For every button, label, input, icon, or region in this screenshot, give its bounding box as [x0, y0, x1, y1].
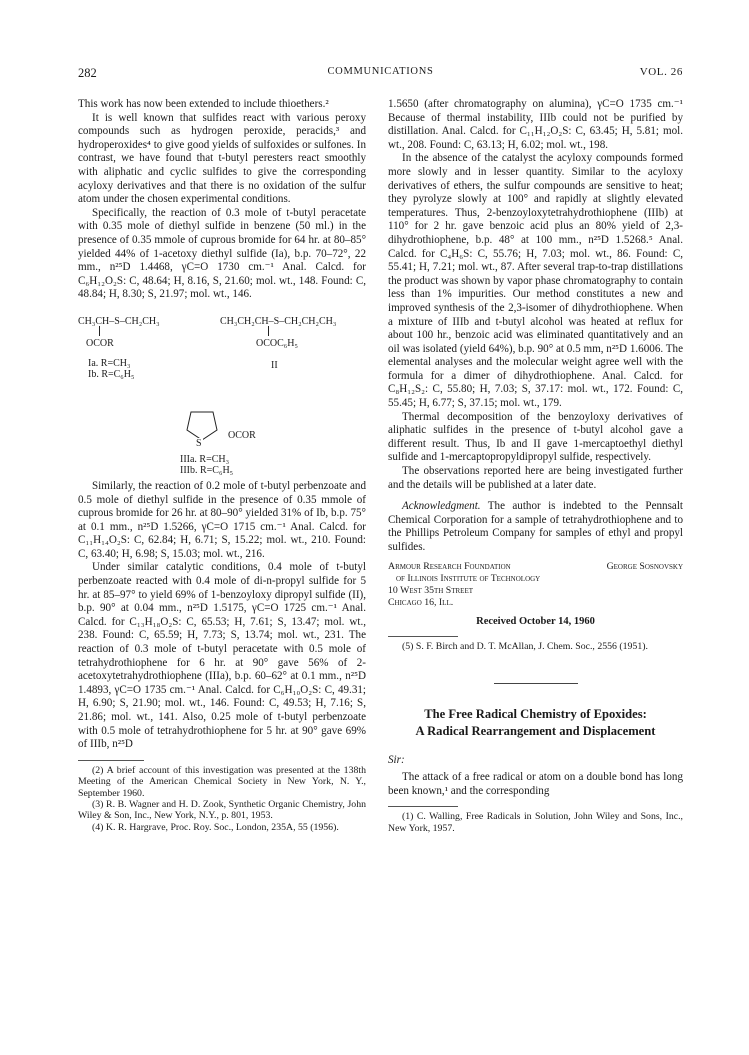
label-ii: II: [271, 359, 278, 371]
received-date: Received October 14, 1960: [476, 615, 595, 627]
article-title-line-2: A Radical Rearrangement and Displacement: [415, 723, 656, 738]
paragraph: The observations reported here are being investigated further and the details will be published at a later date.: [388, 465, 683, 491]
affiliation-city: Chicago 16, Ill.: [388, 596, 454, 608]
paragraph: Thermal decomposition of the benzoyloxy derivatives of aliphatic sulfides in the presence of t-butyl alcohol gave a different result. Thus, Ib and II gave 1-mercaptoethyl diethyl sulfide and 1-mercaptopropyldipropyl sulfide, respectively.: [388, 410, 683, 464]
structure-i-formula: CH₃CH–S–CH₂CH₃: [78, 315, 160, 327]
article-separator: [494, 683, 578, 684]
author-name: George Sosnovsky: [606, 560, 683, 572]
footnote-rule: [78, 760, 144, 761]
paragraph: Similarly, the reaction of 0.2 mole of t-butyl perbenzoate and 0.5 mole of diethyl sulfide in the presence of 0.35 mmole of cuprous bromide for 26 hr. at 80–90° yielded 31% of Ib, b.p. 75° at 0.1 mm., n²⁵D 1.5266, γC=O 1715 cm.⁻¹ Anal. Calcd. for C₁₁H₁₄O₂S: C, 62.84; H, 6.71; S, 15.22; mol. wt., 210. Found: C, 63.40; H, 6.98; S, 15.03; mol. wt., 216.: [78, 479, 366, 560]
salutation: Sir:: [388, 753, 405, 766]
footnote-5: (5) S. F. Birch and D. T. McAllan, J. Chem. Soc., 2556 (1951).: [402, 641, 648, 653]
paragraph: The attack of a free radical or atom on a double bond has long been known,¹ and the corresponding: [388, 771, 683, 797]
paragraph: 1.5650 (after chromatography on alumina), γC=O 1735 cm.⁻¹ Because of thermal instability, IIIb could not be purified by distillation. Anal. Calcd. for C₁₁H₁₂O₂S: C, 63.45; H, 5.81; mol. wt., 208. Found: C, 63.13; H, 6.02; mol. wt., 198.: [388, 98, 683, 151]
page-number: 282: [78, 66, 97, 80]
right-column: [388, 98, 683, 834]
volume-label: VOL. 26: [639, 66, 683, 78]
bond-line: [268, 326, 269, 336]
affiliation-street: 10 West 35th Street: [388, 584, 474, 596]
footnote-rule: [388, 806, 458, 807]
acknowledgment-label: Acknowledgment.: [402, 500, 481, 513]
ring-sulfur: S: [196, 437, 202, 449]
footnote-4: (4) K. R. Hargrave, Proc. Roy. Soc., London, 235A, 55 (1956).: [92, 821, 339, 833]
acknowledgment: [388, 500, 683, 554]
structure-ii-substituent: OCOC₆H₅: [256, 337, 298, 349]
acknowledgment-text: The author is indebted to the Pennsalt Chemical Corporation for a sample of tetrahydrothiophene and to the Phillips Petroleum Company for samples of ethyl and propyl sulfides.: [388, 500, 683, 553]
paragraph: This work has now been extended to include thioethers.²: [78, 98, 329, 110]
label-ia: Ia. R=CH₃: [88, 357, 131, 369]
footnote-3: (3) R. B. Wagner and H. D. Zook, Synthetic Organic Chemistry, John Wiley & Son, Inc., New York, N.Y., p. 801, 1953.: [78, 799, 366, 822]
bond-line: [99, 326, 100, 336]
label-iiia: IIIa. R=CH₃: [180, 453, 230, 465]
author-affiliation: [388, 561, 683, 609]
footnote-1: (1) C. Walling, Free Radicals in Solution, John Wiley and Sons, Inc., New York, 1957.: [388, 811, 683, 834]
left-column: [78, 98, 366, 833]
paragraph: Specifically, the reaction of 0.3 mole of t-butyl peracetate with 0.35 mole of diethyl sulfide in benzene (50 ml.) in the presence of 0.35 mmole of cuprous bromide for 64 hr. at 80–85° yielded 44% of 1-acetoxy diethyl sulfide (Ia), b.p. 70–72°, 22 mm., n²⁵D 1.4468, γC=O 1730 cm.⁻¹ Anal. Calcd. for C₆H₁₂O₂S: C, 48.64; H, 8.16, S, 21.60; mol. wt., 148. Found: C, 48.84; H, 8.30; S, 21.97; mol. wt., 146.: [78, 206, 366, 301]
paragraph: It is well known that sulfides react with various peroxy compounds such as hydrogen peroxide, peracids,³ and hydroperoxides⁴ to give good yields of sulfoxides or sulfones. In contrast, we have found that t-butyl peresters react smoothly with aliphatic and cyclic sulfides to give the corresponding acyloxy derivatives and that there is no oxidation of the sulfur atom under the chosen experimental conditions.: [78, 111, 366, 206]
structure-ii-formula: CH₃CH₂CH–S–CH₂CH₂CH₃: [220, 315, 337, 327]
section-title: COMMUNICATIONS: [327, 66, 434, 77]
paragraph: In the absence of the catalyst the acyloxy compounds formed more slowly and in lesser quantity. Similar to the acyloxy derivatives of ethers, the sulfur compounds are sensitive to heat; they pyrolyze slowly at 100° and rapidly at slightly elevated temperatures. Thus, 2-benzoyloxytetrahydrothiophene (IIIb) at 110° for 2 hr. gave benzoic acid plus an 80% yield of 2,3-dihydrothiophene, b.p. 48° at 100 mm., n²⁵D 1.5268.⁵ Anal. Calcd. for C₄H₆S: C, 55.76; H, 7.03; mol. wt., 86. Found: C, 55.41; H, 7.21; mol. wt., 87. After several trap-to-trap distillations the product was shown by vapor phase chromatography to contain less than 1% impurities. Our method constitutes a new and improved synthesis of the 2,3-isomer of dihydrothiophene. When a mixture of IIIb and t-butyl alcohol was heated at reflux for about 100 hr., benzoic acid was eliminated quantitatively and an oil was isolated (yield 64%), b.p. 90° at 0.5 mm, n²⁵D 1.6006. The elemental analyses and the molecular weight agree well with the formula for a dimer of dihydrothiophene. Anal. Calcd. for C₈H₁₂S₂: C, 55.80; H, 7.03; S, 37.17: mol. wt., 172. Found: C, 55.45; H, 6.77; S, 37.15; mol. wt., 179.: [388, 152, 683, 410]
page-header: [78, 66, 683, 82]
affiliation-institute: of Illinois Institute of Technology: [396, 572, 541, 584]
paragraph: Under similar catalytic conditions, 0.4 mole of t-butyl perbenzoate reacted with 0.4 mole of di-n-propyl sulfide for 5 hr. at 85–97° to yield 69% of 1-benzoyloxy dipropyl sulfide (II), b.p. 90° at 0.04 mm., n²⁵D 1.5175, γC=O 1725 cm.⁻¹ Anal. Calcd. for C₁₃H₁₈O₂S: C, 65.53; H, 7.61; S, 13.47; mol. wt., 238. Found: C, 65.59; H, 7.73; S, 13.74; mol. wt., 231. The reaction of 0.3 mole of t-butyl peracetate with 0.5 mole of tetrahydrothiophene for 6 hr. at 90° gave 56% of 2-acetoxytetrahydrothiophene (IIIa), b.p. 60–62° at 0.1 mm., n²⁵D 1.4893, γC=O 1735 cm.⁻¹ Anal. Calcd. for C₆H₁₀O₂S: C, 49.31; H, 6.90; S, 21.90; mol. wt., 146. Found: C, 49.53; H, 7.16; S, 21.86; mol. wt., 141. Also, 0.25 mole of t-butyl perbenzoate with 0.5 mole of tetrahydrothiophene for 5 hr. at 90° gave 69% of IIIb, n²⁵D: [78, 561, 366, 751]
affiliation-org: Armour Research Foundation: [388, 560, 511, 572]
footnote-2: (2) A brief account of this investigation was presented at the 138th Meeting of the American Chemical Society in New York, N. Y., September 1960.: [78, 764, 366, 799]
footnote-rule: [388, 636, 458, 637]
chemical-structures: [78, 302, 366, 480]
structure-i-substituent: OCOR: [86, 337, 114, 349]
article-title-line-1: The Free Radical Chemistry of Epoxides:: [424, 706, 647, 721]
label-iiib: IIIb. R=C₆H₅: [180, 464, 234, 476]
label-ib: Ib. R=C₆H₅: [88, 368, 135, 380]
article-title: [388, 706, 683, 740]
ring-substituent: OCOR: [228, 429, 256, 441]
